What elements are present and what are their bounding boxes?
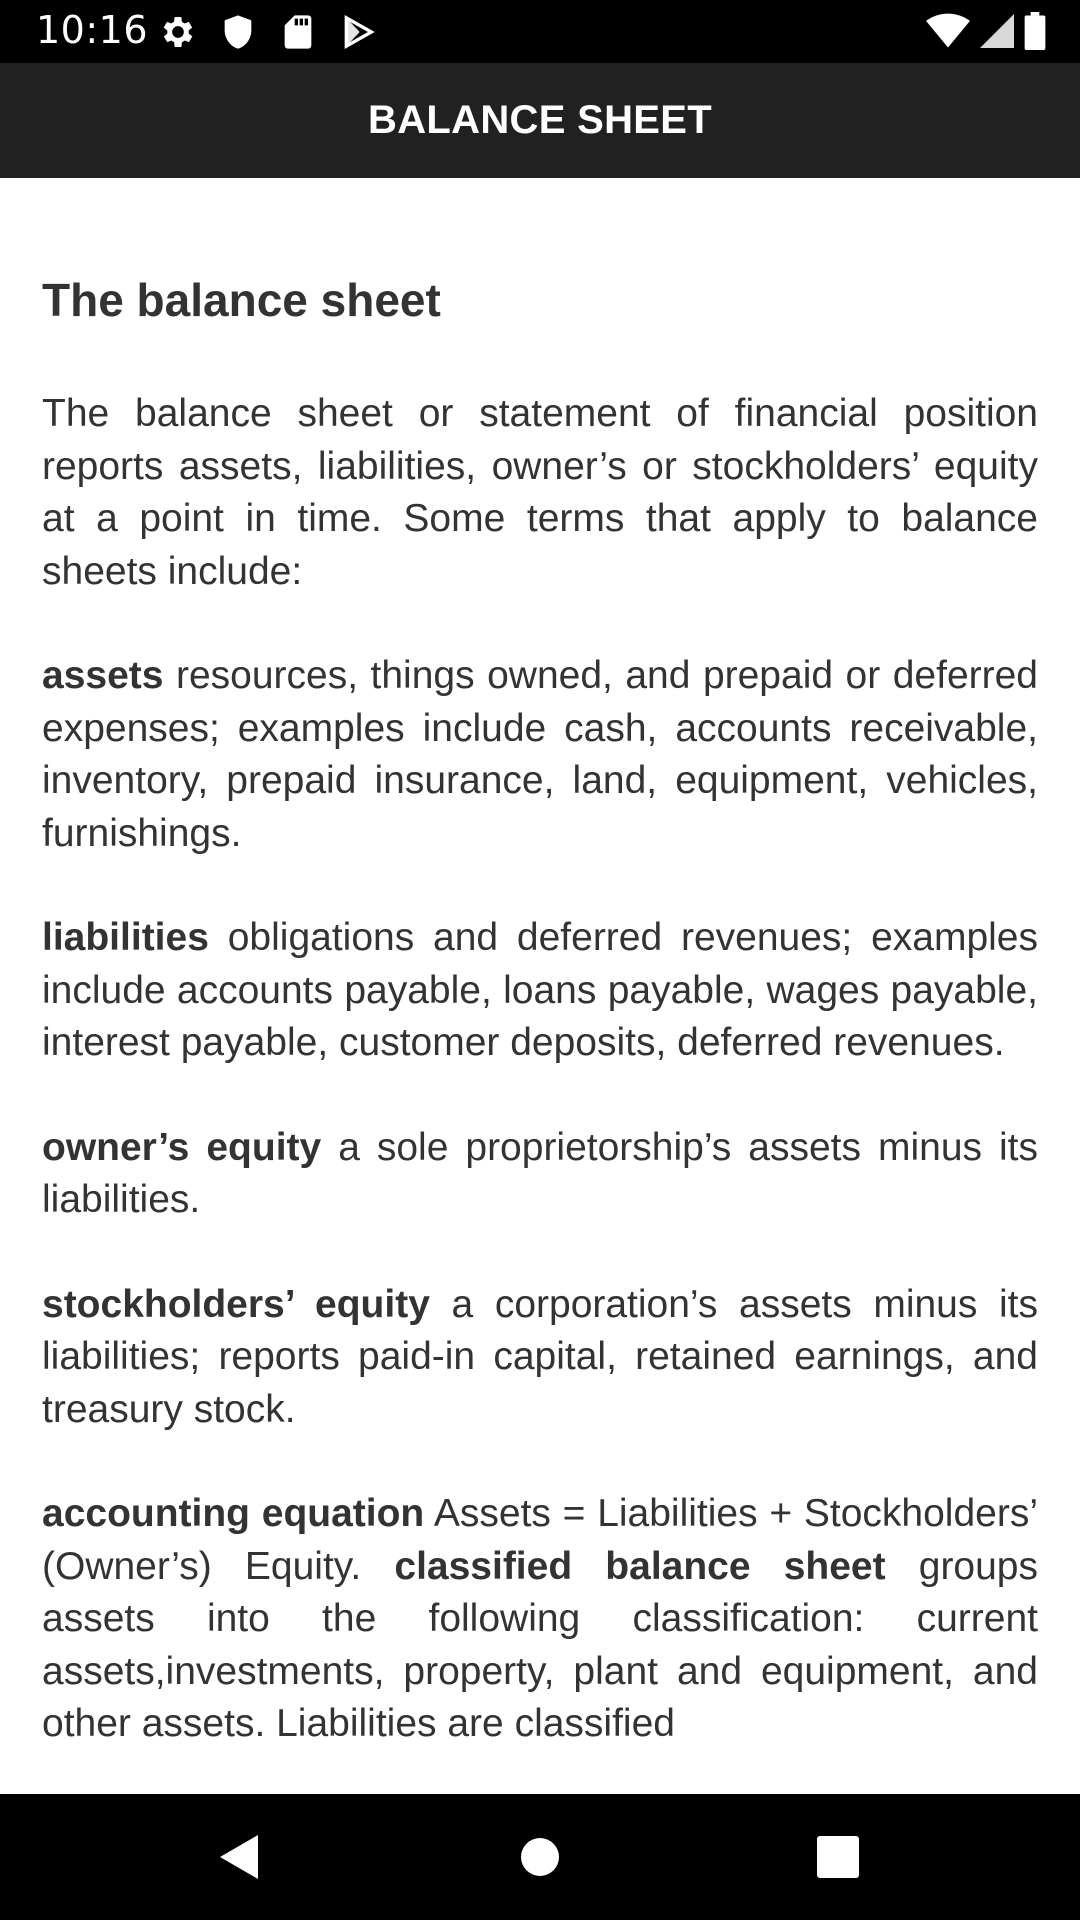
navigation-bar bbox=[0, 1794, 1080, 1920]
sd-card-icon bbox=[278, 12, 318, 52]
term-definition: a sole proprietorship’s assets minus its liabilities. bbox=[42, 1125, 1038, 1221]
app-bar bbox=[0, 63, 1080, 178]
intro-paragraph: The balance sheet or statement of financial position reports assets, liabilities, owner’s or stockholders’ equity at a point in time. Some terms that apply to balance sheets include: bbox=[42, 392, 1038, 593]
gear-icon bbox=[158, 12, 198, 52]
app-title: BALANCE SHEET bbox=[368, 98, 712, 142]
term-definition: resources, things owned, and prepaid or deferred expenses; examples include cash, accounts receivable, inventory, prepaid insurance, land, equipment, vehicles, furnishings. bbox=[42, 654, 1038, 855]
status-time: 10:16 bbox=[36, 8, 149, 52]
status-system-icons bbox=[926, 12, 1046, 50]
play-store-icon bbox=[338, 12, 378, 52]
term-label: owner’s equity bbox=[42, 1125, 322, 1169]
term-label: liabilities bbox=[42, 916, 209, 959]
term-paragraph-assets bbox=[42, 650, 1038, 860]
term-definition: Assets = Liabilities + Stockholders’ (Owner’s) Equity. bbox=[42, 1492, 1039, 1588]
term-definition: obligations and deferred revenues; examples include accounts payable, loans payable, wages payable, interest payable, customer deposits, deferred revenues. bbox=[42, 916, 1038, 1064]
recents-icon[interactable] bbox=[808, 1827, 868, 1887]
term-label: stockholders’ equity bbox=[42, 1282, 430, 1326]
battery-icon bbox=[1024, 12, 1046, 50]
status-notification-icons bbox=[158, 12, 378, 52]
status-bar bbox=[0, 0, 1080, 63]
term-label: classified balance sheet bbox=[394, 1544, 886, 1588]
wifi-icon bbox=[926, 12, 970, 50]
shield-icon bbox=[218, 12, 258, 52]
term-paragraph-liabilities bbox=[42, 912, 1038, 1070]
term-paragraph-stockholders-equity bbox=[42, 1279, 1038, 1437]
term-label: assets bbox=[42, 654, 164, 697]
term-label: accounting equation bbox=[42, 1492, 425, 1535]
term-definition: a corporation’s assets minus its liabilities; reports paid-in capital, retained earnings, and treasury stock. bbox=[42, 1282, 1038, 1431]
content-scroll-area[interactable] bbox=[0, 178, 1080, 1794]
signal-icon bbox=[980, 12, 1014, 50]
term-definition: groups assets into the following classification: current assets,investments, property, plant and equipment, and other assets. Liabilities are classified bbox=[42, 1544, 1038, 1745]
back-icon[interactable] bbox=[208, 1827, 268, 1887]
home-icon[interactable] bbox=[510, 1827, 570, 1887]
term-paragraph-accounting-equation bbox=[42, 1488, 1038, 1751]
article bbox=[0, 178, 1080, 1751]
term-paragraph-owners-equity bbox=[42, 1122, 1038, 1227]
page-heading: The balance sheet bbox=[42, 274, 441, 326]
